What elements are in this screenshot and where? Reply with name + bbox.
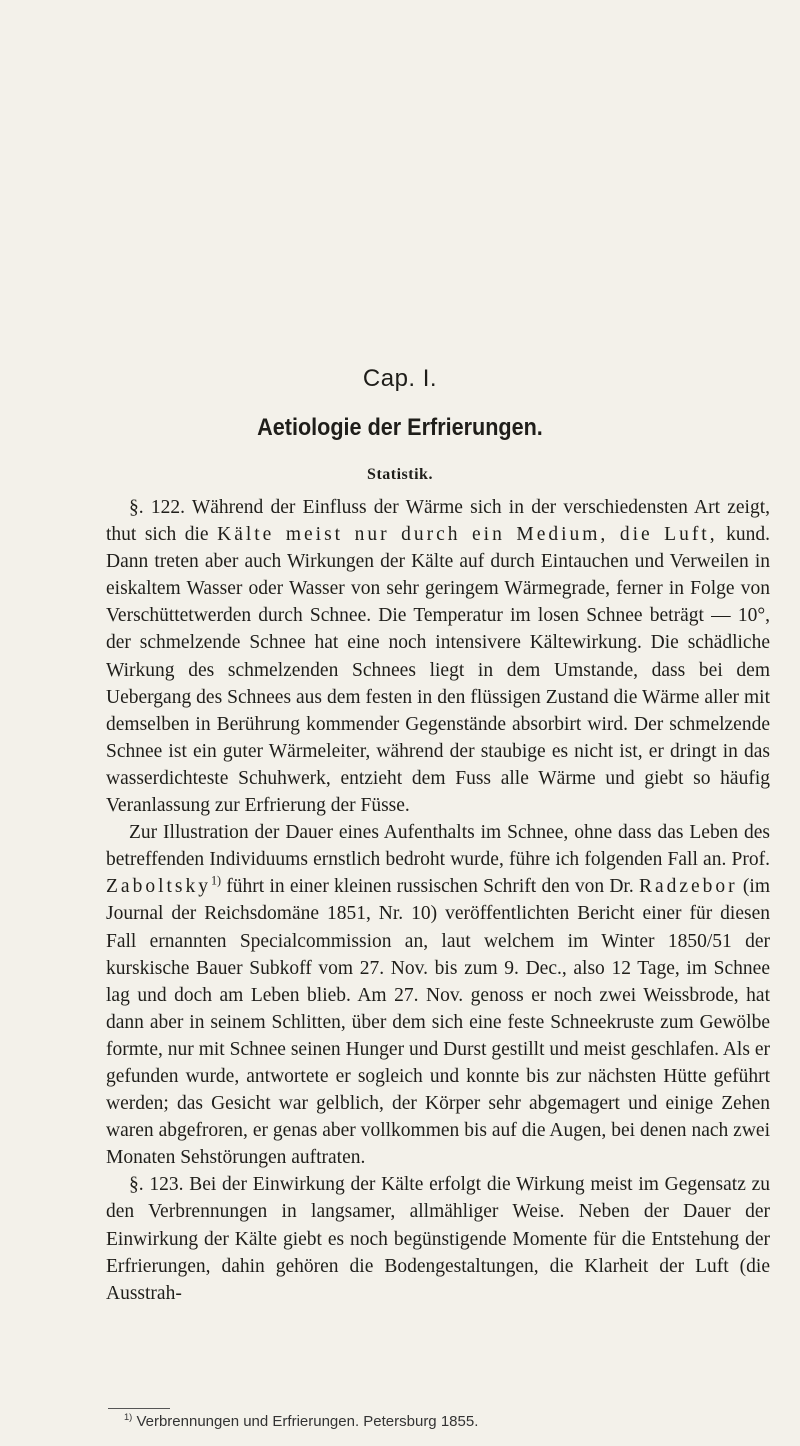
text-run: §. 123. Bei der Einwirkung der Kälte erfolgt die Wirkung meist im Gegensatz zu den Verbrennungen in langsamer, allmähliger Weise. Neben der Dauer der Einwirkung der Kälte giebt es noch begünstigende Momente für die Entstehung der Erfrierungen, dahin gehören die Bodengestaltungen, die Klarheit der Luft (die Ausstrah- [106,1174,770,1304]
body-text [106,494,770,1307]
paragraph-122 [106,494,770,819]
text-run: §. 122. Während der Einfluss der Wärme sich in der verschiedensten Art zeigt, thut sich die [106,497,770,546]
paragraph-123 [106,1171,770,1306]
text-run: kund. Dann treten aber auch Wirkungen der Kälte auf durch Eintauchen und Verweilen in eiskaltem Wasser oder Wasser von sehr geringem Wärmegrade, ferner in Folge von Verschüttetwerden durch Schnee. Die Temperatur im losen Schnee beträgt — 10°, der schmelzende Schnee hat eine noch intensivere Kältewirkung. Die schädliche Wirkung des schmelzenden Schnees liegt in dem Umstande, dass bei dem Uebergang des Schnees aus dem festen in den flüssigen Zustand die Wärme aller mit demselben in Berührung kommender Gegenstände absorbirt wird. Der schmelzende Schnee ist ein guter Wärmeleiter, während der staubige es nicht ist, er dringt in das wasserdichteste Schuhwerk, entzieht dem Fuss alle Wärme und giebt so häufig Veranlassung zur Erfrierung der Füsse. [106,524,770,817]
footnote-mark: 1) [124,1412,133,1422]
footnote-divider [108,1408,170,1409]
footnote [124,1413,478,1430]
section-subtitle: Statistik. [367,466,433,483]
footnote-reference[interactable]: 1) [211,873,222,888]
footnote-text: Verbrennungen und Erfrierungen. Petersburg 1855. [132,1413,479,1430]
text-run: Zur Illustration der Dauer eines Aufenthalts im Schnee, ohne dass das Leben des betreffenden Individuums ernstlich bedroht wurde, führe ich folgenden Fall an. Prof. [106,822,770,871]
author-name: Zaboltsky [106,876,211,898]
text-run: (im Journal der Reichsdomäne 1851, Nr. 10) veröffentlichten Bericht einer für diesen Fall ernannten Specialcommission an, laut welchem im Winter 1850/51 der kurskische Bauer Subkoff vom 27. Nov. bis zum 9. Dec., also 12 Tage, im Schnee lag und doch am Leben blieb. Am 27. Nov. genoss er noch zwei Weissbrode, hat dann aber in seinem Schlitten, über dem sich eine feste Schneekruste zum Gewölbe formte, nur mit Schnee seinen Hunger und Durst gestillt und meist geschlafen. Als er gefunden wurde, antwortete er sogleich und konnte bis zur nächsten Hütte geführt werden; das Gesicht war gelblich, der Körper sehr abgemagert und einige Zehen waren abgefroren, er genas aber vollkommen bis auf die Augen, bei denen nach zwei Monaten Sehstörungen auftraten. [106,876,770,1169]
text-run: führt in einer kleinen russischen Schrift den von Dr. [221,876,639,898]
page-title: Aetiologie der Erfrierungen. [257,414,543,441]
emphasis-text: Kälte meist nur durch ein Medium, die Luft, [217,524,718,546]
author-name: Radzebor [638,876,738,898]
chapter-heading: Cap. I. [362,365,438,392]
paragraph-illustration [106,819,770,1171]
